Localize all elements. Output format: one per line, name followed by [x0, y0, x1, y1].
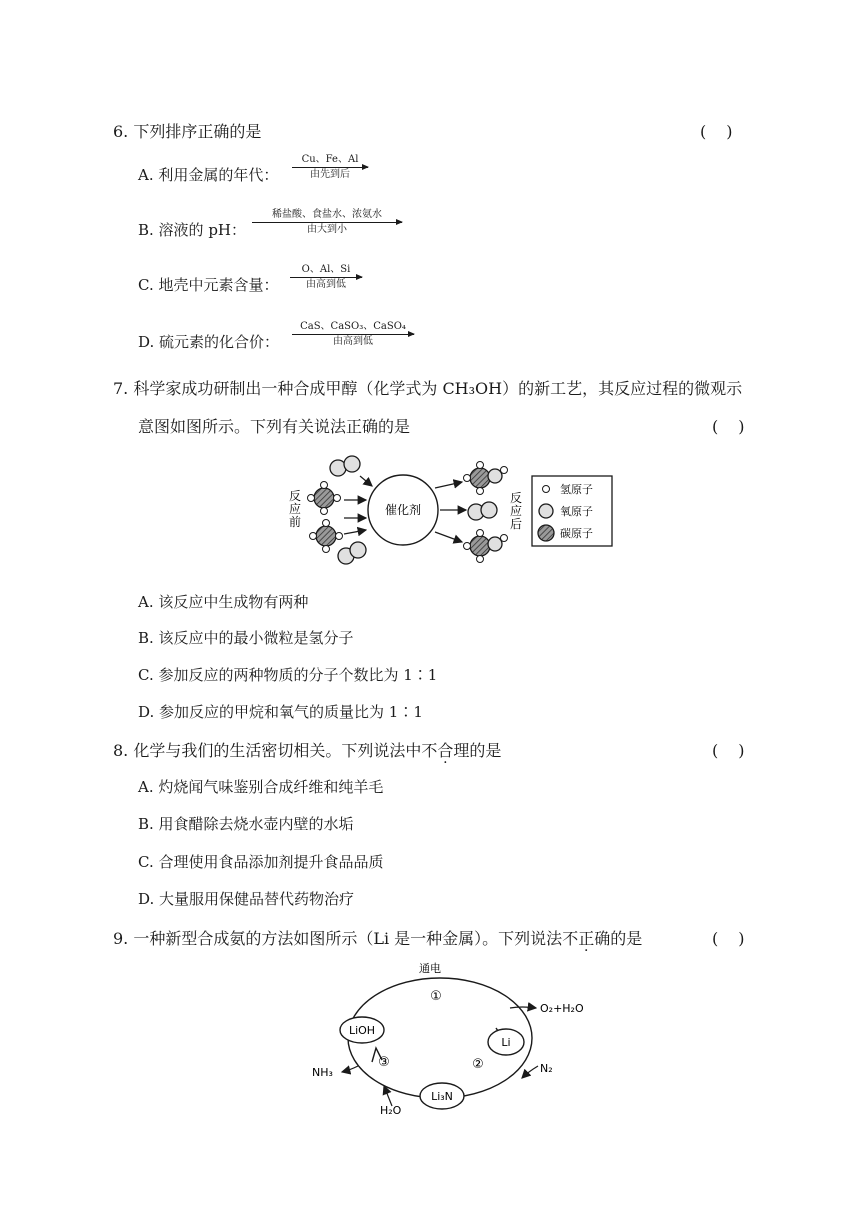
q8-option-c: C. 合理使用食品添加剂提升食品品质	[138, 853, 384, 871]
q7-legend-hydrogen: 氢原子	[560, 483, 593, 496]
q9-stem-emphasis: 不正确	[562, 929, 611, 948]
q7-oxygen-molecule-icon	[468, 502, 497, 520]
hydrogen-atom-icon	[543, 486, 550, 493]
q9-electrolysis-label: 通电	[419, 962, 441, 975]
q6-option-d-top: CaS、CaSO₃、CaSO₄	[300, 321, 406, 332]
svg-text:Li: Li	[501, 1036, 511, 1049]
q7-option-a: A. 该反应中生成物有两种	[138, 593, 309, 611]
q9-answer-paren: ( )	[712, 929, 747, 948]
q9-step2-label: ②	[472, 1057, 484, 1072]
q7-reaction-diagram	[280, 450, 620, 574]
q7-option-b: B. 该反应中的最小微粒是氢分子	[138, 629, 354, 647]
q9-cycle-diagram	[300, 962, 600, 1122]
q7-after-label	[510, 491, 522, 531]
q9-input-n2: N₂	[540, 1062, 553, 1075]
q9-node-li3n	[420, 1083, 464, 1109]
q8-stem-pre: 8. 化学与我们的生活密切相关。下列说法中	[113, 741, 422, 760]
q9-node-li	[488, 1029, 524, 1055]
q7-catalyst-label: 催化剂	[384, 503, 422, 517]
beforeLabel-char: 反	[288, 489, 302, 503]
q7-option-c: C. 参加反应的两种物质的分子个数比为 1∶1	[138, 666, 438, 684]
q9-stem	[113, 926, 642, 949]
q6-option-b-bottom: 由大到小	[307, 224, 347, 235]
q6-option-d-bottom: 由高到低	[333, 336, 373, 347]
q6-option-a-arrow	[292, 153, 368, 182]
q9-output-o2-h2o: O₂+H₂O	[540, 1002, 584, 1015]
q6-stem: 6. 下列排序正确的是	[113, 122, 262, 141]
q7-methanol-molecule-icon	[464, 530, 508, 563]
q8-answer-paren: ( )	[712, 741, 747, 760]
q8-stem-emphasis: 不合理	[421, 741, 470, 760]
q6-option-a-top: Cu、Fe、Al	[301, 154, 359, 165]
q6-option-b-label: B. 溶液的 pH：	[138, 221, 247, 239]
q6-option-a-bottom: 由先到后	[310, 169, 350, 180]
q7-legend-carbon: 碳原子	[560, 527, 593, 540]
q7-stem-line2: 意图如图所示。下列有关说法正确的是	[138, 417, 411, 436]
q7-before-label	[289, 489, 301, 529]
q9-stem-pre: 9. 一种新型合成氨的方法如图所示（Li 是一种金属）。下列说法	[113, 929, 563, 948]
svg-text:Li₃N: Li₃N	[431, 1090, 453, 1103]
q7-methane-molecule-icon	[308, 482, 341, 515]
beforeLabel-char: 应	[288, 502, 302, 516]
afterLabel-char: 应	[509, 504, 523, 518]
q7-legend-oxygen: 氧原子	[560, 505, 593, 518]
q6-option-c-bottom: 由高到低	[306, 279, 346, 290]
q6-option-c-arrow	[290, 263, 362, 292]
afterLabel-char: 反	[509, 491, 523, 505]
q8-option-a: A. 灼烧闻气味鉴别合成纤维和纯羊毛	[138, 778, 384, 796]
q9-stem-post: 的是	[610, 929, 643, 948]
q9-step3-label: ③	[378, 1055, 390, 1070]
beforeLabel-char: 前	[288, 515, 302, 529]
q7-oxygen-molecule-icon	[330, 456, 360, 476]
q6-option-b-arrow	[252, 208, 402, 237]
q6-option-d-label: D. 硫元素的化合价：	[138, 333, 280, 351]
q6-answer-paren: ( )	[700, 122, 735, 141]
q7-oxygen-molecule-icon	[338, 542, 366, 564]
q9-step1-label: ①	[430, 989, 442, 1004]
q6-option-c-label: C. 地壳中元素含量：	[138, 276, 279, 294]
q6-option-c-top: O、Al、Si	[301, 264, 351, 275]
q7-answer-paren: ( )	[712, 417, 747, 436]
q9-node-lioh	[340, 1017, 384, 1043]
q7-option-d: D. 参加反应的甲烷和氧气的质量比为 1∶1	[138, 703, 423, 721]
q8-stem-post: 的是	[469, 741, 502, 760]
oxygen-atom-icon	[539, 504, 553, 518]
q8-stem	[113, 738, 501, 761]
afterLabel-char: 后	[509, 517, 523, 531]
q7-methanol-molecule-icon	[464, 462, 508, 495]
q8-option-d: D. 大量服用保健品替代药物治疗	[138, 890, 355, 908]
q6-option-b-top: 稀盐酸、食盐水、浓氨水	[272, 209, 382, 220]
q9-input-h2o: H₂O	[380, 1104, 402, 1117]
carbon-atom-icon	[538, 525, 554, 541]
q9-output-nh3: NH₃	[312, 1066, 333, 1079]
q7-stem-line1: 7. 科学家成功研制出一种合成甲醇（化学式为 CH₃OH）的新工艺，其反应过程的微观示	[113, 379, 743, 398]
q8-option-b: B. 用食醋除去烧水壶内壁的水垢	[138, 815, 354, 833]
q6-option-d-arrow	[292, 320, 414, 349]
q6-option-a-label: A. 利用金属的年代：	[138, 166, 279, 184]
q7-methane-molecule-icon	[310, 520, 343, 553]
svg-text:LiOH: LiOH	[348, 1024, 376, 1037]
